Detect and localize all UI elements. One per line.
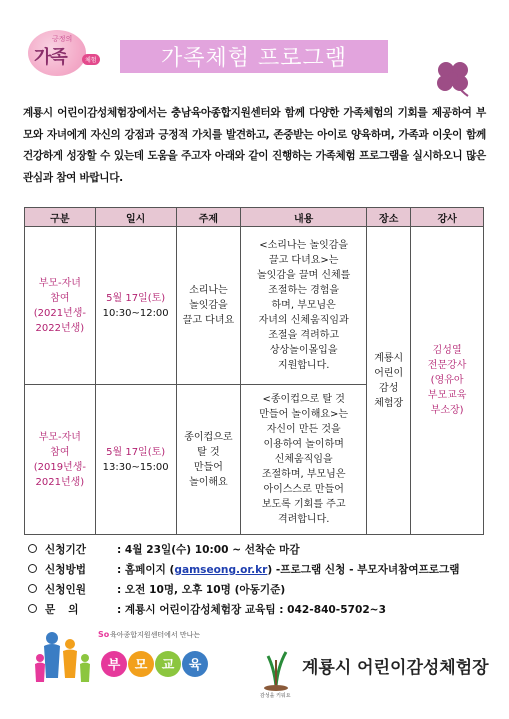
datetime-cell xyxy=(95,385,176,535)
circle-bullet-icon xyxy=(28,564,37,573)
info-label: 신청인원 xyxy=(45,584,86,596)
circle-bullet-icon xyxy=(28,544,37,553)
circle-bullet-icon xyxy=(28,604,37,613)
footer-center-name: 계룡시 어린이감성체험장 xyxy=(302,658,489,678)
info-label: 신청방법 xyxy=(45,564,86,576)
page-title: 가족체험 프로그램 xyxy=(160,46,347,71)
logo-tag: 체험 xyxy=(82,54,100,65)
info-row-capacity xyxy=(28,580,498,600)
page-title-banner xyxy=(120,40,388,73)
parent-education-logo xyxy=(30,624,200,704)
footer-caption: 육아종합지원센터에서 만나는 xyxy=(110,631,201,639)
header-content: 내용 xyxy=(241,208,367,227)
info-row-period xyxy=(28,540,498,560)
topic-cell: 소리나는 놀잇감을 끌고 다녀요 xyxy=(176,227,241,385)
circle-char-4: 육 xyxy=(188,658,202,673)
info-value-after: ) -프로그램 신청 - 부모자녀참여프로그램 xyxy=(267,564,460,576)
division-cell: 부모-자녀 참여 (2019년생- 2021년생) xyxy=(25,385,96,535)
datetime-cell xyxy=(95,227,176,385)
info-value: : 계룡시 어린이감성체험장 교육팀 : 042-840-5702~3 xyxy=(117,604,386,616)
svg-text:So: So xyxy=(98,630,110,639)
time-text: 10:30~12:00 xyxy=(102,307,169,319)
info-value-before: : 홈페이지 ( xyxy=(117,564,175,576)
logo-small-text: 긍정의 xyxy=(52,35,73,43)
family-logo xyxy=(22,28,102,80)
logo-big-text: 가족 xyxy=(34,47,67,68)
header-instructor: 강사 xyxy=(411,208,484,227)
time-text: 13:30~15:00 xyxy=(102,461,169,473)
experience-center-logo xyxy=(258,638,498,698)
content-cell: <종이컵으로 탈 것 만들어 놀이해요>는 자신이 만든 것을 이용하여 놀이하며 신체움직임을 조절하며, 부모님은 아이스스로 만들어 보도록 기회를 주고 격려합니다. xyxy=(241,385,367,535)
info-value: : 4월 23일(수) 10:00 ~ 선착순 마감 xyxy=(117,544,300,556)
date-text: 5월 17일(토) xyxy=(106,446,166,458)
circle-char-1: 부 xyxy=(107,658,121,673)
division-cell: 부모-자녀 참여 (2021년생- 2022년생) xyxy=(25,227,96,385)
circle-char-2: 모 xyxy=(134,658,148,673)
table-header-row xyxy=(25,208,484,227)
content-cell: <소리나는 놀잇감을 끌고 다녀요>는 놀잇감을 끌며 신체를 조절하는 경험을 하며, 부모님은 자녀의 신체움직임과 조절을 격려하고 상상놀이몰입을 지원합니다. xyxy=(241,227,367,385)
header-division: 구분 xyxy=(25,208,96,227)
header-place: 장소 xyxy=(367,208,411,227)
place-cell: 계룡시 어린이 감성 체험장 xyxy=(367,227,411,535)
header-datetime: 일시 xyxy=(95,208,176,227)
clover-icon xyxy=(432,58,474,98)
homepage-link[interactable]: gamseong.or.kr xyxy=(174,564,268,576)
info-row-method xyxy=(28,560,498,580)
info-label: 문의 xyxy=(45,604,92,616)
schedule-table xyxy=(24,207,484,535)
topic-cell: 종이컵으로 탈 것 만들어 놀이해요 xyxy=(176,385,241,535)
instructor-cell: 김성열 전문강사 (영유아 부모교육 부소장) xyxy=(411,227,484,535)
info-row-contact xyxy=(28,600,498,620)
info-label: 신청기간 xyxy=(45,544,86,556)
header-topic: 주제 xyxy=(176,208,241,227)
intro-paragraph: 계룡시 어린이감성체험장에서는 충남육아종합지원센터와 함께 다양한 가족체험의 기회를 제공하여 부모와 자녀에게 자신의 강점과 긍정적 가치를 발견하고, 존중받는 아이로 양육하며, 가족과 이웃이 함께 건강하게 성장할 수 있는데 도움을 주고자 아래와 같이 진행하는 가족체험 프로그램을 실시하오니 많은 관심과 참여 바랍니다. xyxy=(23,107,486,184)
circle-char-3: 교 xyxy=(161,658,175,673)
footer-small-text: 감성을 키워요 xyxy=(260,693,291,699)
info-value: : 오전 10명, 오후 10명 (아동기준) xyxy=(117,584,286,596)
date-text: 5월 17일(토) xyxy=(106,292,166,304)
application-info xyxy=(28,540,498,620)
circle-bullet-icon xyxy=(28,584,37,593)
table-row xyxy=(25,227,484,385)
